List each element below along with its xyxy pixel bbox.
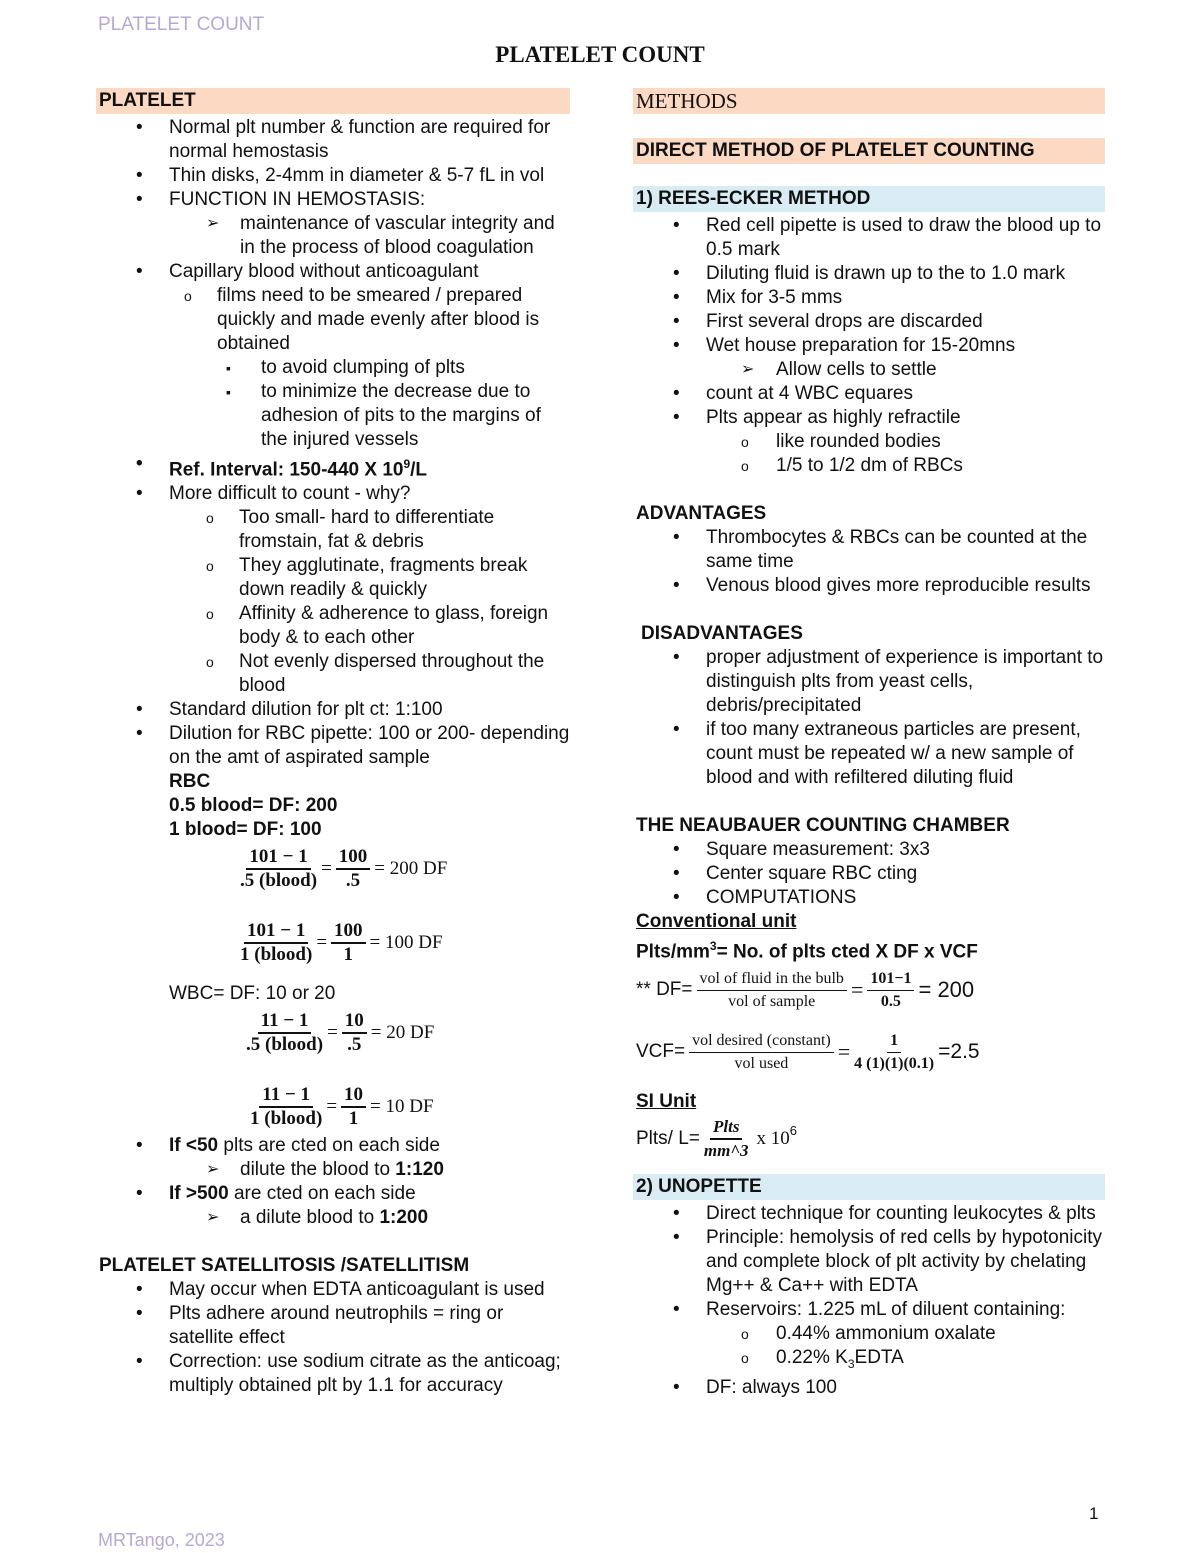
list-item: o Affinity & adherence to glass, foreign body & to each other	[206, 603, 549, 649]
neaubauer-heading: THE NEAUBAUER COUNTING CHAMBER	[636, 815, 1010, 836]
list-item: • Thrombocytes & RBCs can be counted at the same time	[673, 527, 1088, 572]
direct-method-heading: DIRECT METHOD OF PLATELET COUNTING	[633, 138, 1105, 164]
arrow-bullet-icon: ➢	[206, 215, 220, 232]
list-item: o Not evenly dispersed throughout the blood	[206, 651, 545, 697]
list-item: • if too many extraneous particles are present, count must be repeated w/ a new sample of blood and with refiltered diluting fluid	[673, 719, 1081, 788]
list-item: • Thin disks, 2-4mm in diameter & 5-7 fL in vol	[136, 165, 545, 186]
df-formula: ** DF= $\frac{\text{vol of fluid in the bulb}}{\text{vol of sample}}$ = $\frac{101-1}{0.5}$ = 200	[636, 969, 975, 1010]
list-item: o 0.22% $K_3EDTA$	[741, 1347, 904, 1372]
list-item-ref-interval: • Ref. Interval: 150-440 X $10^9/L$	[136, 453, 428, 481]
list-item: • Venous blood gives more reproducible results	[673, 575, 1091, 596]
equation-wbc-one: $\frac{11 - 1}{\text{1 (blood)}}$ = $\frac{10}{1}$ = 10 DF	[250, 1084, 434, 1130]
list-item: • Correction: use sodium citrate as the anticoag; multiply obtained plt by 1.1 for accuracy	[136, 1351, 561, 1397]
unopette-list	[633, 1202, 1105, 1400]
equation-wbc-half: $\frac{11 - 1}{\text{.5 (blood)}}$ = $\frac{10}{.5}$ = 20 DF	[246, 1010, 435, 1056]
list-item: • More difficult to count - why?	[136, 483, 411, 505]
right-column	[633, 88, 1105, 1400]
list-item: • Standard dilution for plt ct: 1:100	[136, 699, 443, 721]
list-item: • If <50 plts are cted on each side	[136, 1135, 440, 1157]
list-item: • Center square RBC cting	[673, 863, 918, 884]
list-item: • Reservoirs: 1.225 mL of diluent containing:	[673, 1299, 1066, 1321]
disadvantages-heading: DISADVANTAGES	[641, 623, 803, 644]
list-item: o like rounded bodies	[741, 431, 941, 452]
list-item: o They agglutinate, fragments break down readily & quickly	[206, 555, 528, 601]
page-number: 1	[1089, 1504, 1099, 1523]
list-item: • If >500 are cted on each side	[136, 1183, 416, 1205]
list-item: ➢ maintenance of vascular integrity and in the process of blood coagulation	[206, 213, 555, 258]
left-column	[96, 88, 570, 1398]
list-item: • count at 4 WBC equares	[673, 383, 913, 404]
list-item: • Diluting fluid is drawn up to the to 1.0 mark	[673, 263, 1066, 284]
rbc-line-2: 1 blood= DF: 100	[169, 819, 322, 841]
running-header: PLATELET COUNT	[98, 14, 265, 35]
list-item: • Red cell pipette is used to draw the blood up to 0.5 mark	[673, 215, 1102, 260]
list-item: • Direct technique for counting leukocytes & plts	[673, 1203, 1096, 1225]
list-item: ➢ dilute the blood to 1:120	[206, 1159, 444, 1181]
neaubauer-list	[633, 838, 1105, 910]
page-title: PLATELET COUNT	[495, 42, 705, 67]
platelet-list	[96, 116, 570, 770]
list-item: o 0.44% ammonium oxalate	[741, 1323, 996, 1345]
list-item: • Plts appear as highly refractile	[673, 407, 961, 428]
platelet-heading: PLATELET	[96, 88, 570, 114]
arrow-bullet-icon: ➢	[206, 1161, 220, 1179]
list-item: • DF: always 100	[673, 1377, 837, 1399]
list-item: ➢ Allow cells to settle	[741, 359, 937, 380]
satellitosis-heading: PLATELET SATELLITOSIS /SATELLITISM	[99, 1255, 470, 1277]
list-item: • May occur when EDTA anticoagulant is used	[136, 1279, 545, 1301]
unopette-heading: 2) UNOPETTE	[633, 1174, 1105, 1200]
methods-heading: METHODS	[633, 88, 1105, 114]
advantages-list	[633, 526, 1105, 598]
arrow-bullet-icon: ➢	[206, 1209, 220, 1227]
arrow-bullet-icon: ➢	[741, 361, 755, 378]
list-item: • Wet house preparation for 15-20mns	[673, 335, 1016, 356]
advantages-heading: ADVANTAGES	[636, 503, 767, 524]
satellitosis-list	[96, 1278, 570, 1398]
si-formula: Plts/ L= $\frac{\text{Plts}}{mm\^{}3}$ x 10 $^6$	[636, 1117, 798, 1161]
rees-ecker-list	[633, 214, 1105, 478]
list-item: ➢ a dilute blood to 1:200	[206, 1207, 429, 1229]
conventional-formula: Plts/$mm^3= No$. of plts cted X DF x VCF	[636, 939, 978, 963]
conventional-unit-label: Conventional unit	[636, 911, 797, 932]
list-item: • Dilution for RBC pipette: 100 or 200- depending on the amt of aspirated sample	[136, 723, 570, 769]
wbc-line: WBC= DF: 10 or 20	[169, 983, 336, 1005]
list-item: • Principle: hemolysis of red cells by hypotonicity and complete block of plt activity by chelating Mg++ & Ca++ with EDTA	[673, 1227, 1103, 1297]
list-item: • Plts adhere around neutrophils = ring or satellite effect	[136, 1303, 504, 1349]
list-item: ▪ to avoid clumping of plts	[226, 357, 465, 378]
list-item: o Too small- hard to differentiate fromstain, fat & debris	[206, 507, 495, 553]
list-item: o 1/5 to 1/2 dm of RBCs	[741, 455, 963, 476]
list-item: • FUNCTION IN HEMOSTASIS:	[136, 189, 426, 210]
rbc-line-1: 0.5 blood= DF: 200	[169, 795, 338, 817]
list-item: • Normal plt number & function are required for normal hemostasis	[136, 117, 551, 162]
list-item: • Mix for 3-5 mms	[673, 287, 843, 308]
list-item: o films need to be smeared / prepared quickly and made evenly after blood is obtained	[184, 285, 540, 354]
list-item: • First several drops are discarded	[673, 311, 983, 332]
si-unit-label: SI Unit	[636, 1091, 697, 1113]
footer-author: MRTango, 2023	[98, 1530, 225, 1550]
equation-rbc-one: $\frac{101 - 1}{\text{1 (blood)}}$ = $\frac{100}{1}$ = 100 DF	[240, 920, 443, 966]
equation-rbc-half: $\frac{101 - 1}{\text{.5 (blood)}}$ = $\frac{100}{.5}$ = 200 DF	[240, 846, 448, 892]
vcf-formula: VCF= $\frac{\text{vol desired (constant)}}{\text{vol used}}$ = $\frac{1}{4 (1)(1)(0.1)}$ =2.5	[636, 1031, 980, 1072]
list-item: • COMPUTATIONS	[673, 887, 857, 908]
list-item: ▪ to minimize the decrease due to adhesion of pits to the margins of the injured vessels	[226, 381, 541, 450]
rbc-label: RBC	[169, 771, 211, 793]
list-item: • Capillary blood without anticoagulant	[136, 261, 479, 282]
list-item: • proper adjustment of experience is important to distinguish plts from yeast cells, debris/precipitated	[673, 647, 1104, 716]
dilution-rules-list	[96, 1134, 570, 1230]
list-item: • Square measurement: 3x3	[673, 839, 930, 860]
rees-ecker-heading: 1) REES-ECKER METHOD	[633, 186, 1105, 212]
disadvantages-list	[633, 646, 1105, 790]
